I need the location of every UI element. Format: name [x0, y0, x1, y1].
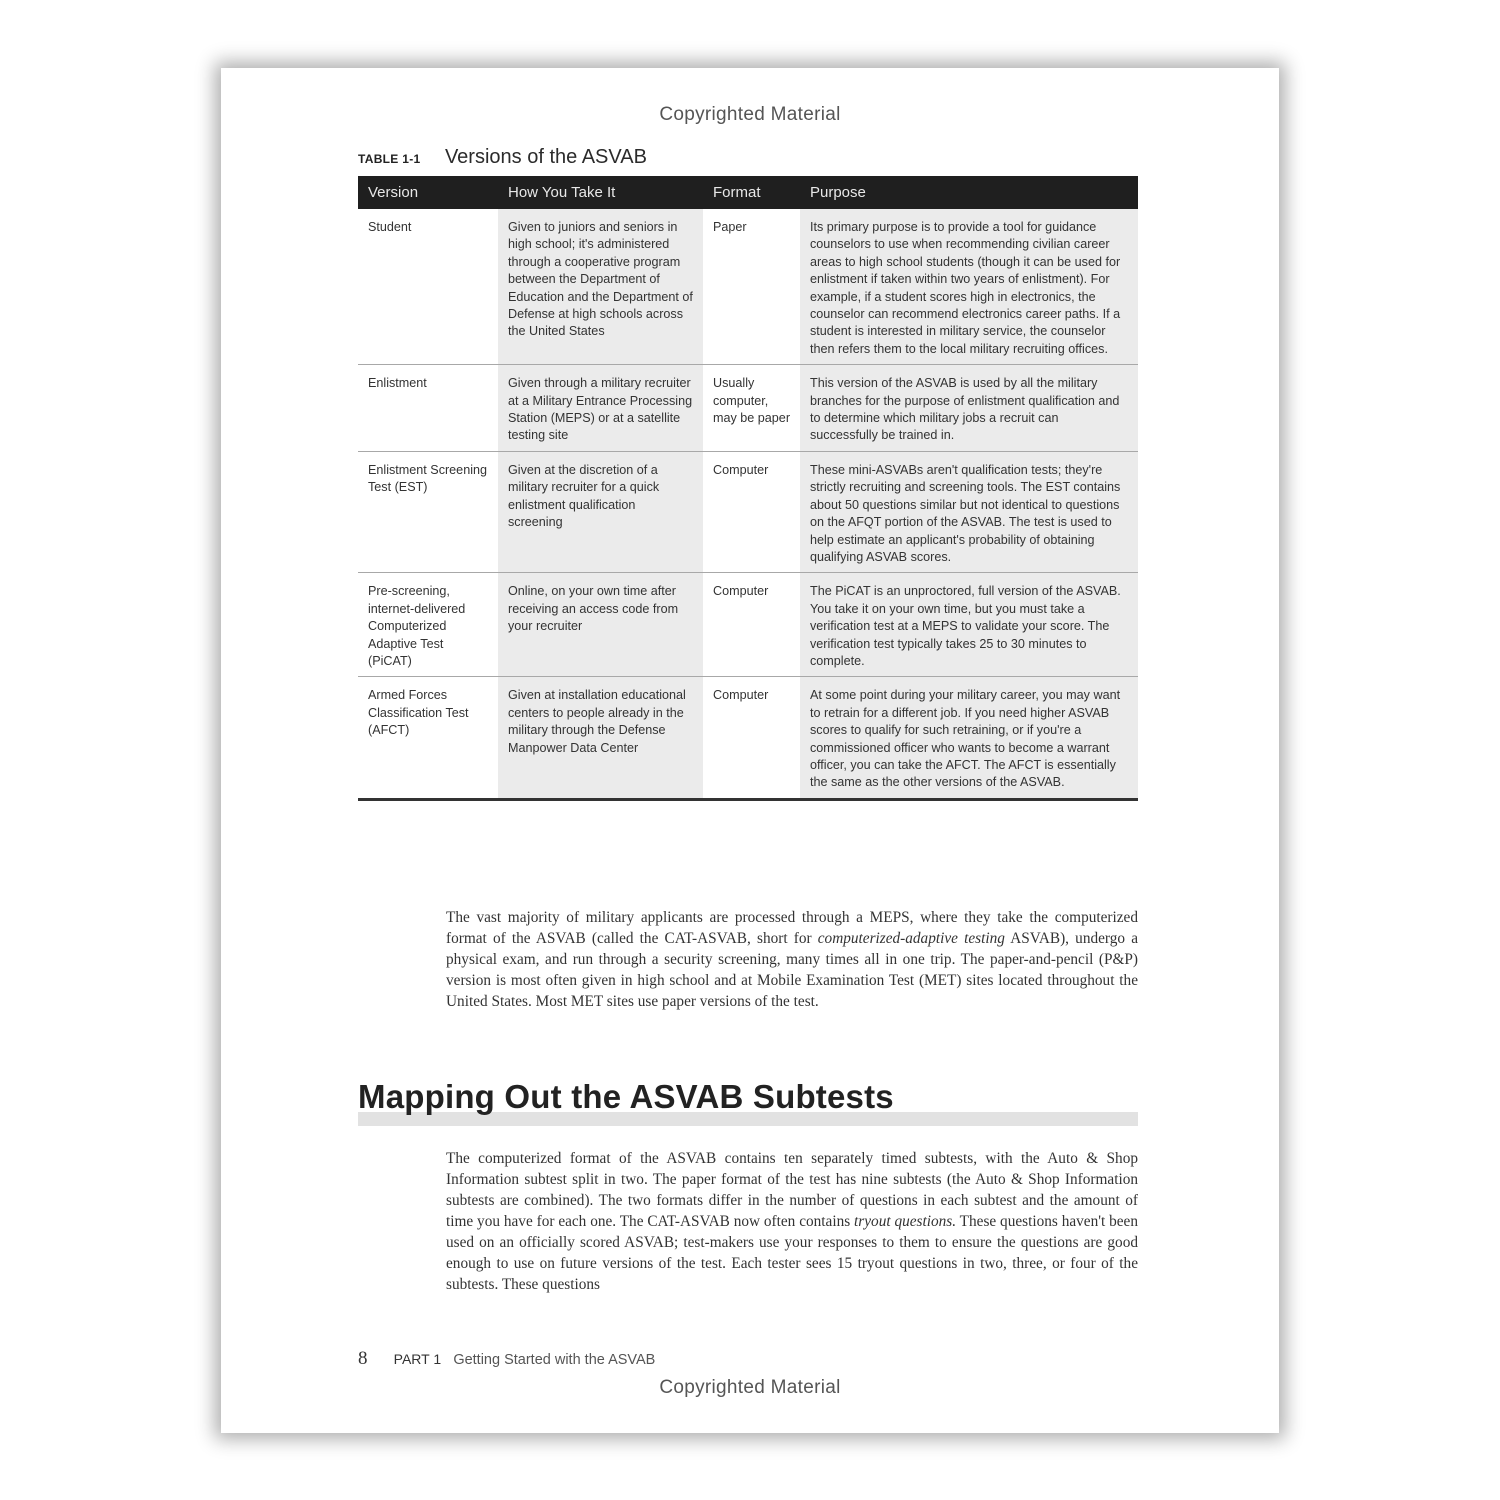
cell-format: Computer [703, 451, 800, 572]
table-row [358, 573, 1138, 677]
paragraph-italic: computerized-adaptive testing [817, 930, 1005, 947]
header-format: Format [703, 176, 800, 209]
cell-format: Computer [703, 573, 800, 677]
cell-purpose: This version of the ASVAB is used by all the military branches for the purpose of enlistment qualification and to determine which military jobs a recruit can successfully be trained in. [800, 365, 1138, 452]
cell-how: Online, on your own time after receiving an access code from your recruiter [498, 573, 703, 677]
table-row [358, 209, 1138, 365]
table-header-row [358, 176, 1138, 209]
cell-how: Given to juniors and seniors in high school; it's administered through a cooperative program between the Department of Education and the Department of Defense at high schools across the United States [498, 209, 703, 365]
body-paragraph-meps [446, 907, 1138, 1012]
page-number: 8 [358, 1348, 368, 1369]
cell-format: Paper [703, 209, 800, 365]
section-heading-block [358, 1078, 1138, 1126]
cell-version: Enlistment Screening Test (EST) [358, 451, 498, 572]
cell-purpose: Its primary purpose is to provide a tool for guidance counselors to use when recommending civilian career areas to high school students (though it can be used for enlistment if taken within two years of enlistment). For example, if a student scores high in electronics, the counselor can recommend electronics career paths. If a student is interested in military service, the counselor then refers them to the local military recruiting offices. [800, 209, 1138, 365]
table-title: Versions of the ASVAB [444, 146, 647, 168]
asvab-versions-table [358, 176, 1138, 801]
part-label: PART 1 [393, 1351, 442, 1367]
header-how: How You Take It [498, 176, 703, 209]
table-number: TABLE 1-1 [358, 152, 421, 166]
paragraph-text: ASVAB), undergo a physical exam, and run through a security screening, many times all in one trip. The paper-and-pencil (P&P) version is most often given in high school and at Mobile Examination Test (MET) sites located throughout the United States. Most MET sites use paper versions of the test. [446, 930, 1138, 1010]
cell-purpose: These mini-ASVABs aren't qualification tests; they're strictly recruiting and screening tools. The EST contains about 50 questions similar but not identical to questions on the AFQT portion of the ASVAB. The test is used to help estimate an applicant's probability of obtaining qualifying ASVAB scores. [800, 451, 1138, 572]
cell-format: Usually computer, may be paper [703, 365, 800, 452]
cell-how: Given through a military recruiter at a Military Entrance Processing Station (MEPS) or at a satellite testing site [498, 365, 703, 452]
cell-how: Given at the discretion of a military recruiter for a quick enlistment qualification screening [498, 451, 703, 572]
document-page [221, 68, 1279, 1433]
table-caption [358, 146, 647, 169]
cell-version: Enlistment [358, 365, 498, 452]
cell-how: Given at installation educational centers to people already in the military through the Defense Manpower Data Center [498, 677, 703, 799]
table-row [358, 365, 1138, 452]
header-version: Version [358, 176, 498, 209]
paragraph-italic: tryout questions. [854, 1213, 957, 1230]
table-row [358, 451, 1138, 572]
paragraph-text: These questions haven't been used on an officially scored ASVAB; test-makers use your responses to them to ensure the questions are good enough to use on future versions of the test. Each tester sees 15 tryout questions in two, three, or four of the subtests. These questions [446, 1213, 1138, 1293]
cell-version: Student [358, 209, 498, 365]
header-purpose: Purpose [800, 176, 1138, 209]
cell-format: Computer [703, 677, 800, 799]
cell-version: Armed Forces Classification Test (AFCT) [358, 677, 498, 799]
paragraph-text: The vast majority of military applicants are processed through a MEPS, where they take the computerized format of the ASVAB (called the CAT-ASVAB, short for [446, 909, 1138, 947]
cell-purpose: The PiCAT is an unproctored, full version of the ASVAB. You take it on your own time, but you must take a verification test at a MEPS to validate your score. The verification test typically takes 25 to 30 minutes to complete. [800, 573, 1138, 677]
copyright-header: Copyrighted Material [659, 104, 841, 125]
paragraph-text: The computerized format of the ASVAB contains ten separately timed subtests, with the Auto & Shop Information subtest split in two. The paper format of the test has nine subtests (the Auto & Shop Information subtests are combined). The two formats differ in the number of questions in each subtest and the amount of time you have for each one. The CAT-ASVAB now often contains [446, 1150, 1138, 1230]
table-row [358, 677, 1138, 799]
copyright-footer: Copyrighted Material [659, 1377, 841, 1398]
part-title: Getting Started with the ASVAB [453, 1352, 656, 1368]
cell-purpose: At some point during your military career, you may want to retrain for a different job. If you need higher ASVAB scores to qualify for such retraining, or if you're a commissioned officer who wants to become a warrant officer, you can take the AFCT. The AFCT is essentially the same as the other versions of the ASVAB. [800, 677, 1138, 799]
page-footer [358, 1348, 655, 1370]
body-paragraph-subtests [446, 1148, 1138, 1295]
section-heading: Mapping Out the ASVAB Subtests [358, 1078, 894, 1115]
cell-version: Pre-screening, internet-delivered Computerized Adaptive Test (PiCAT) [358, 573, 498, 677]
